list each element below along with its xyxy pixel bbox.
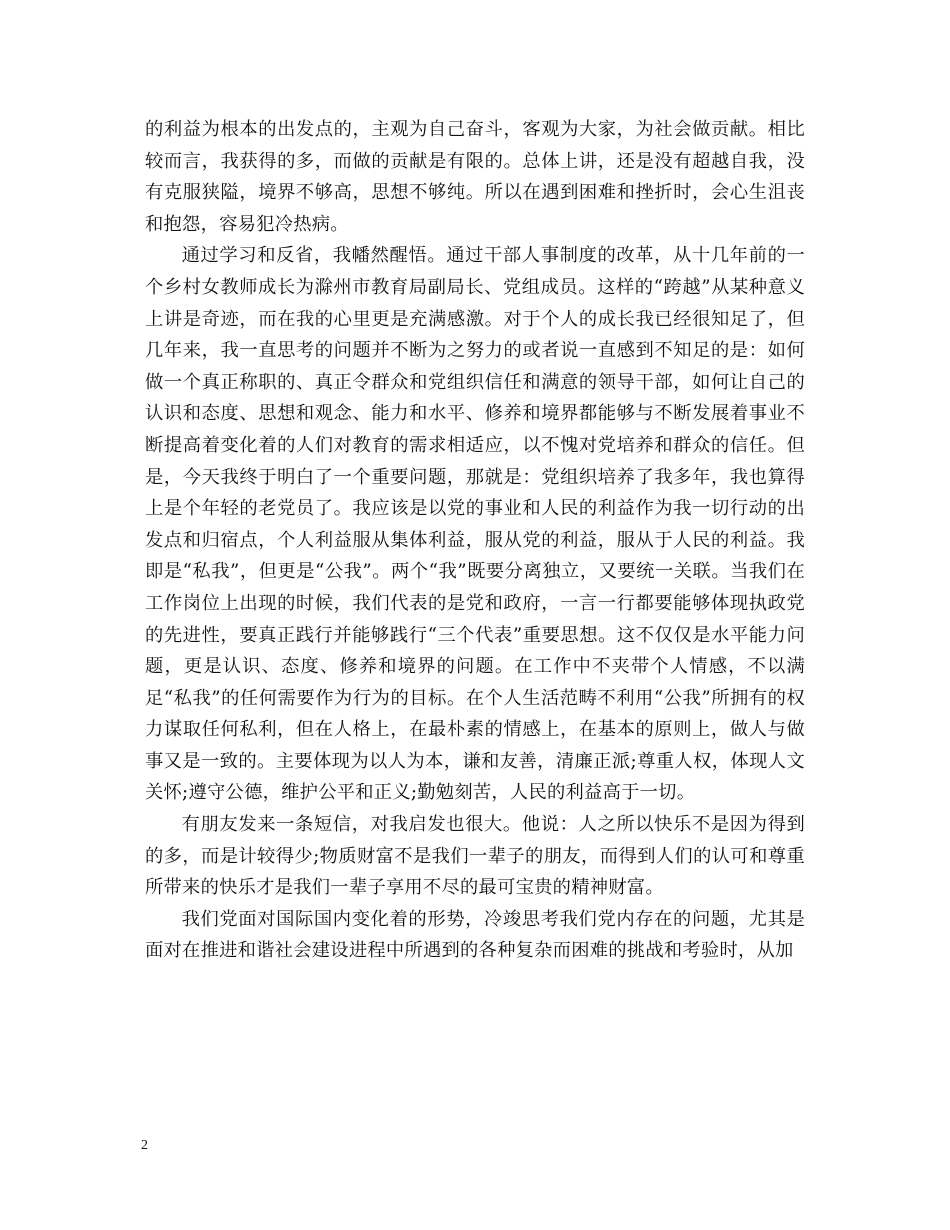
paragraph-4: 我们党面对国际国内变化着的形势，冷竣思考我们党内存在的问题，尤其是面对在推进和谐社会建设进程中所遇到的各种复杂而困难的挑战和考验时，从加 xyxy=(145,908,805,962)
paragraph-3: 有朋友发来一条短信，对我启发也很大。他说：人之所以快乐不是因为得到的多，而是计较得少;物质财富不是我们一辈子的朋友，而得到人们的认可和尊重所带来的快乐才是我们一辈子享用不尽的最可宝贵的精神财富。 xyxy=(145,814,805,899)
paragraph-1: 的利益为根本的出发点的，主观为自己奋斗，客观为大家，为社会做贡献。相比较而言，我获得的多，而做的贡献是有限的。总体上讲，还是没有超越自我，没有克服狭隘，境界不够高，思想不够纯。所以在遇到困难和挫折时，会心生沮丧和抱怨，容易犯冷热病。 xyxy=(145,119,805,235)
body-text xyxy=(145,114,805,967)
paragraph-2: 通过学习和反省，我幡然醒悟。通过干部人事制度的改革，从十几年前的一个乡村女教师成长为滁州市教育局副局长、党组成员。这样的“跨越”从某种意义上讲是奇迹，而在我的心里更是充满感激。对于个人的成长我已经很知足了，但几年来，我一直思考的问题并不断为之努力的或者说一直感到不知足的是：如何做一个真正称职的、真正令群众和党组织信任和满意的领导干部，如何让自己的认识和态度、思想和观念、能力和水平、修养和境界都能够与不断发展着事业不断提高着变化着的人们对教育的需求相适应，以不愧对党培养和群众的信任。但是，今天我终于明白了一个重要问题，那就是：党组织培养了我多年，我也算得上是个年轻的老党员了。我应该是以党的事业和人民的利益作为我一切行动的出发点和归宿点，个人利益服从集体利益，服从党的利益，服从于人民的利益。我即是“私我”，但更是“公我”。两个“我”既要分离独立，又要统一关联。当我们在工作岗位上出现的时候，我们代表的是党和政府，一言一行都要能够体现执政党的先进性，要真正践行并能够践行“三个代表”重要思想。这不仅仅是水平能力问题，更是认识、态度、修养和境界的问题。在工作中不夹带个人情感，不以满足“私我”的任何需要作为行为的目标。在个人生活范畴不利用“公我”所拥有的权力谋取任何私利，但在人格上，在最朴素的情感上，在基本的原则上，做人与做事又是一致的。主要体现为以人为本，谦和友善，清廉正派;尊重人权，体现人文关怀;遵守公德，维护公平和正义;勤勉刻苦，人民的利益高于一切。 xyxy=(145,245,805,804)
page-number: 2 xyxy=(141,1138,148,1153)
